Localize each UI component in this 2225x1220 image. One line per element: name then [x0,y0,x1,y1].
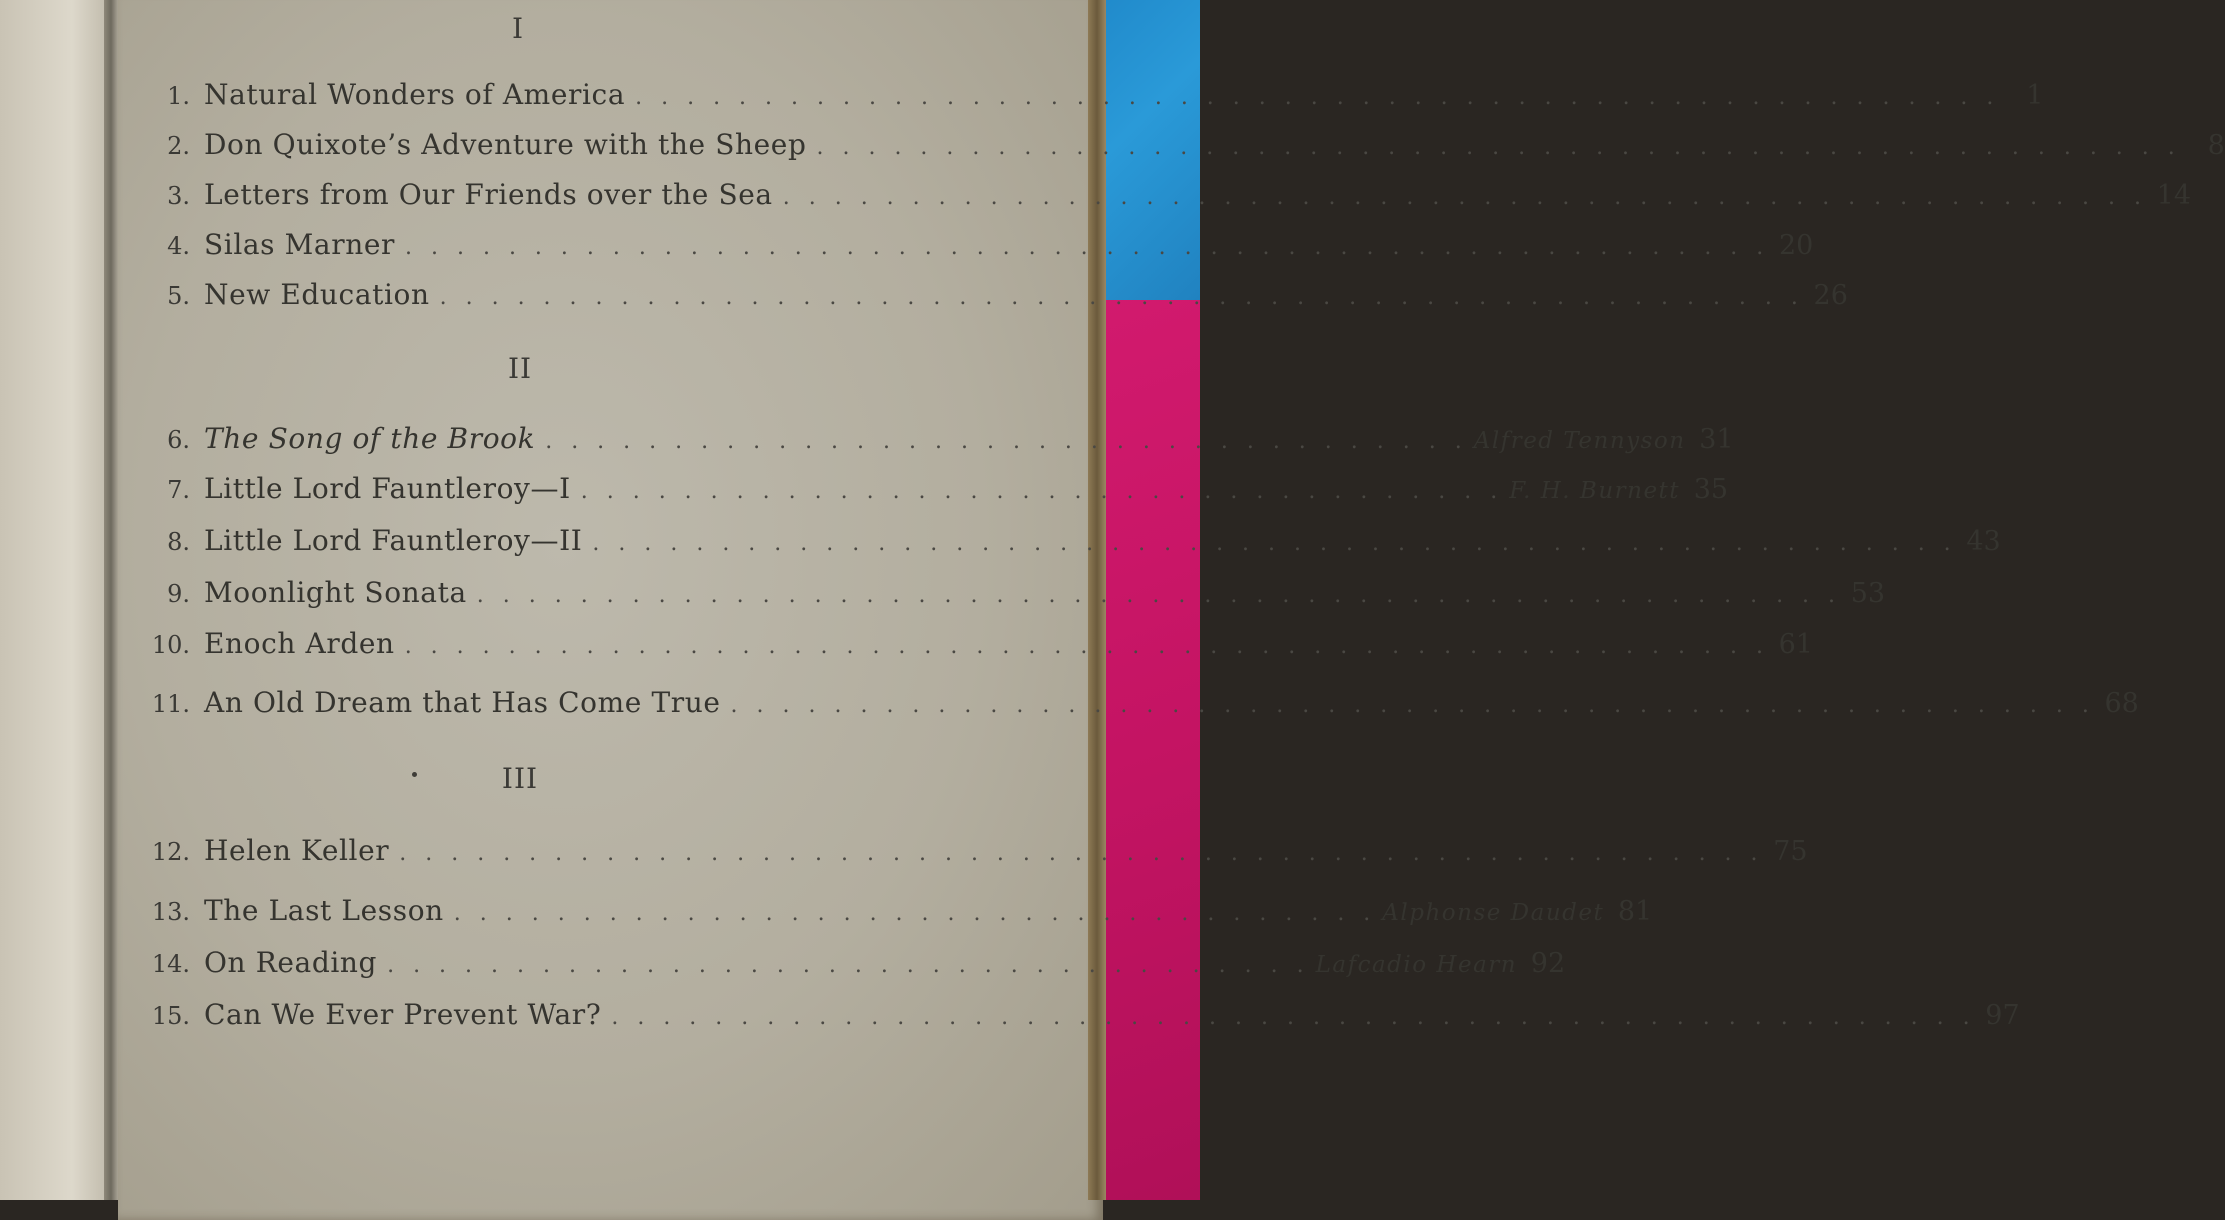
entry-number: 1. [167,82,190,110]
entry-page: 68 [2104,688,2139,719]
dot-leader: . . . . . . . . . . . . . . . . . . . . . . . . . . . . . . . . . . . . . . . . . . . . . . . . . . . . . [399,841,1764,866]
dot-leader: . . . . . . . . . . . . . . . . . . . . . . . . . . . . . . . . . . . . . . . . . . . . . . . . . . . . . [816,135,2181,160]
toc-entry-13 [120,894,1653,934]
section-heading-iii: III [501,762,539,795]
facing-page-edge [0,0,120,1200]
entry-number: 14. [151,950,190,978]
entry-title: On Reading [204,946,378,979]
dot-leader: . . . . . . . . . . . . . . . . . . . . . . . . . . . . . . . . . . . . [580,479,1504,504]
entry-page: 53 [1850,578,1886,609]
dot-leader: . . . . . . . . . . . . . . . . . . . . . . . . . . . . . . . . . . . . . . . . . . . . . . . . . . . . . [592,531,1957,556]
entry-number: 4. [167,232,190,260]
toc-entry-8 [120,524,2001,564]
entry-number: 6. [167,426,190,454]
entry-title: Little Lord Fauntleroy—I [204,472,571,505]
section-heading-i: I [511,12,525,45]
section-heading-ii: II [507,352,533,385]
entry-title: The Last Lesson [204,894,444,927]
toc-entry-3 [120,178,2192,218]
entry-page: 31 [1699,424,1734,455]
entry-title: Silas Marner [204,228,395,261]
entry-title: The Song of the Brook [204,422,536,455]
entry-author: Alphonse Daudet [1382,900,1605,926]
entry-page: 26 [1813,280,1848,311]
entry-number: 8. [167,528,190,556]
entry-page: 20 [1778,230,1814,261]
entry-title: Enoch Arden [204,627,395,660]
entry-number: 5. [167,282,190,310]
entry-page: 14 [2156,180,2192,211]
toc-entry-14 [120,946,1566,986]
entry-title: Natural Wonders of America [204,78,626,111]
book-gutter [104,0,118,1200]
toc-entry-10 [120,627,1813,667]
toc-entry-15 [120,998,2020,1038]
dot-leader: . . . . . . . . . . . . . . . . . . . . . . . . . . . . . . . . . . . . . . . . . . . . . . . . . . . . . [405,235,1770,260]
toc-entry-1 [120,78,2044,118]
entry-page: 1 [2026,80,2044,111]
toc-entry-5 [120,278,1848,318]
dot-leader: . . . . . . . . . . . . . . . . . . . . . . . . . . . . . . . . . . . . . . . . . . . . . . . . . . . . . [404,634,1769,659]
entry-page: 61 [1778,629,1813,660]
entry-page: 8 [2207,130,2225,161]
dot-leader: . . . . . . . . . . . . . . . . . . . . . . . . . . . . . . . . . . . . [453,901,1377,926]
toc-entry-9 [120,576,1886,616]
dot-leader: . . . . . . . . . . . . . . . . . . . . . . . . . . . . . . . . . . . . . . . . . . . . . . . . . . . . . [782,185,2148,210]
dot-leader: . . . . . . . . . . . . . . . . . . . . . . . . . . . . . . . . . . . . [545,429,1468,454]
entry-number: 2. [167,132,190,160]
entry-page: 97 [1985,1000,2020,1031]
entry-page: 75 [1773,836,1808,867]
toc-entry-4 [120,228,1814,268]
entry-number: 13. [151,898,190,926]
entry-page: 92 [1530,948,1566,979]
entry-author: Lafcadio Hearn [1315,952,1518,978]
entry-number: 10. [151,631,190,659]
dot-leader: . . . . . . . . . . . . . . . . . . . . . . . . . . . . . . . . . . . . . . . . . . . . . . . . . . . . . [730,693,2095,718]
toc-entry-6 [120,422,1734,462]
entry-number: 12. [151,838,190,866]
dot-leader: . . . . . . . . . . . . . . . . . . . . . . . . . . . . . . . . . . . . . . . . . . . . . . . . . . . . . [439,285,1804,310]
dot-leader: . . . . . . . . . . . . . . . . . . . . . . . . . . . . . . . . . . . . [387,953,1310,978]
toc-entry-2 [120,128,2225,168]
entry-page: 81 [1617,896,1653,927]
entry-title: Can We Ever Prevent War? [204,998,602,1031]
toc-entry-11 [120,686,2139,726]
dot-leader: . . . . . . . . . . . . . . . . . . . . . . . . . . . . . . . . . . . . . . . . . . . . . . . . . . . . . [611,1005,1976,1030]
entry-title: Helen Keller [204,834,390,867]
entry-title: An Old Dream that Has Come True [204,686,721,719]
entry-number: 3. [167,182,190,210]
toc-entry-12 [120,834,1808,874]
dot-leader: . . . . . . . . . . . . . . . . . . . . . . . . . . . . . . . . . . . . . . . . . . . . . . . . . . . . . [476,583,1842,608]
entry-title: Letters from Our Friends over the Sea [204,178,773,211]
entry-author: F. H. Burnett [1509,478,1681,504]
entry-title: Don Quixote’s Adventure with the Sheep [204,128,807,161]
entry-number: 7. [167,476,190,504]
entry-title: Little Lord Fauntleroy—II [204,524,583,557]
entry-page: 35 [1693,474,1729,505]
entry-page: 43 [1966,526,2001,557]
entry-number: 9. [167,580,190,608]
entry-number: 11. [151,690,190,718]
entry-number: 15. [151,1002,190,1030]
stray-dot-mark [412,772,417,777]
toc-entry-7 [120,472,1729,512]
entry-author: Alfred Tennyson [1473,428,1686,454]
entry-title: Moonlight Sonata [204,576,467,609]
entry-title: New Education [204,278,430,311]
dot-leader: . . . . . . . . . . . . . . . . . . . . . . . . . . . . . . . . . . . . . . . . . . . . . . . . . . . . . [635,85,2000,110]
